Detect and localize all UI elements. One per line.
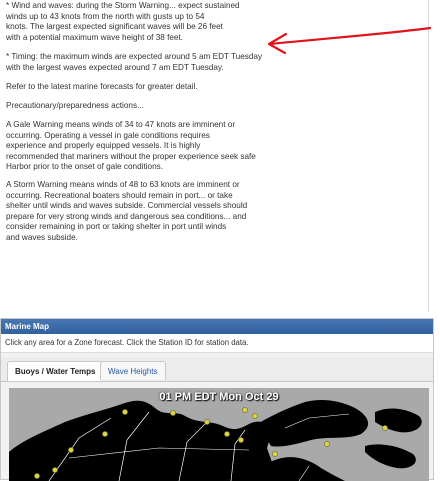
precautionary-heading: Precautionary/preparedness actions... xyxy=(6,101,144,110)
station-marker xyxy=(68,447,73,452)
station-marker xyxy=(102,431,107,436)
gale-warning-paragraph: A Gale Warning means winds of 34 to 47 knots are imminent or occurring. Operating a vessel in gale conditions requires experience and properly equipped vessels. It is highly recommended that mariners without the proper experience seek safe Harbor prior to the onset of gale conditions. xyxy=(6,120,256,172)
station-marker xyxy=(34,473,39,478)
storm-warning-paragraph: A Storm Warning means winds of 48 to 63 knots are imminent or occurring. Recreational boaters should remain in port... or take shelter until winds and waves subside. Commercial vessels should prepare for very strong winds and dangerous sea conditions... and consider remaining in port or taking shelter in port until winds and waves subside. xyxy=(6,180,248,242)
station-marker xyxy=(122,409,127,414)
refer-paragraph: Refer to the latest marine forecasts for greater detail. xyxy=(6,82,198,91)
station-marker xyxy=(224,431,229,436)
station-marker xyxy=(238,437,243,442)
map-tabs xyxy=(1,357,433,382)
station-marker xyxy=(52,467,57,472)
station-marker xyxy=(382,425,387,430)
marine-map-panel xyxy=(0,318,434,480)
wind-waves-paragraph: * Wind and waves: during the Storm Warning... expect sustained winds up to 43 knots from the north with gusts up to 54 knots. The largest expected significant waves will be 26 feet with a potential maximum wave height of 38 feet. xyxy=(6,1,240,42)
marine-map-instructions: Click any area for a Zone forecast. Click the Station ID for station data. xyxy=(1,334,433,353)
marine-map-header: Marine Map xyxy=(1,319,433,334)
station-marker xyxy=(272,451,277,456)
tab-buoys-water-temps[interactable]: Buoys / Water Temps xyxy=(7,361,103,381)
map-timestamp: 01 PM EDT Mon Oct 29 xyxy=(159,391,279,403)
marine-zone-map[interactable] xyxy=(9,388,429,481)
station-marker xyxy=(170,410,175,415)
station-marker xyxy=(242,407,247,412)
station-marker xyxy=(252,413,257,418)
tab-wave-heights[interactable]: Wave Heights xyxy=(100,361,166,380)
station-marker xyxy=(204,419,209,424)
station-marker xyxy=(324,441,329,446)
timing-paragraph: * Timing: the maximum winds are expected around 5 am EDT Tuesday with the largest waves expected around 7 am EDT Tuesday. xyxy=(6,52,263,72)
red-arrow-annotation xyxy=(0,0,440,80)
